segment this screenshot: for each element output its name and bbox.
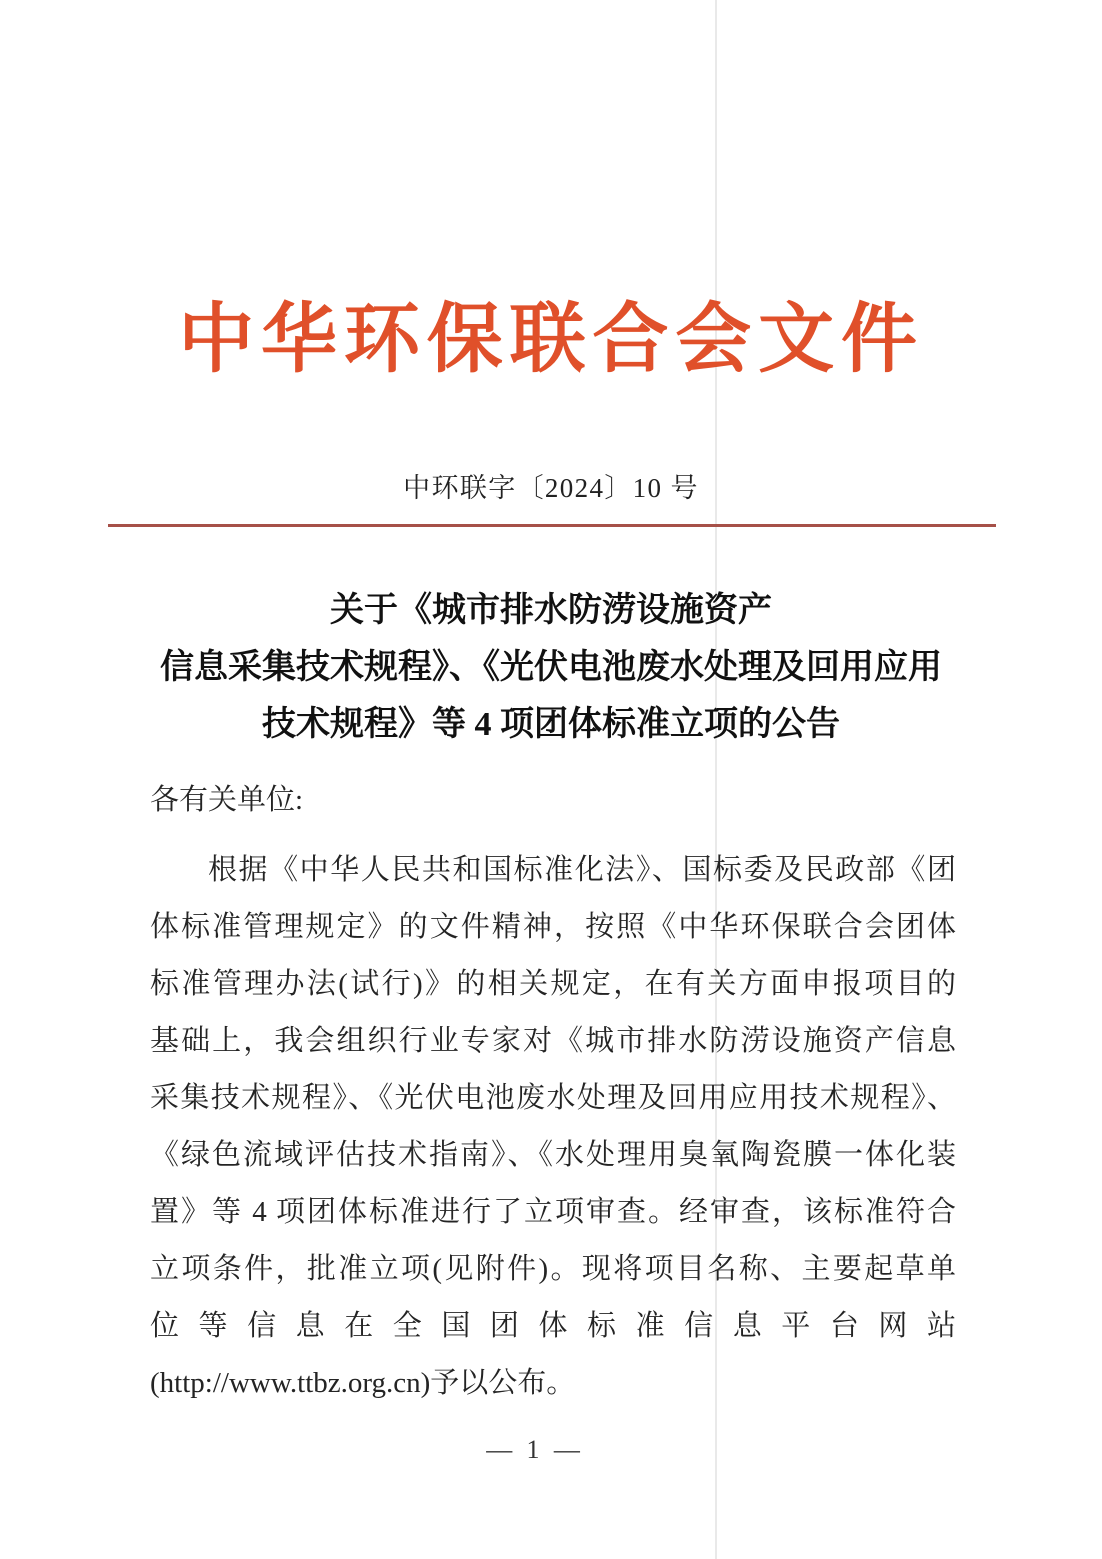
document-title-line-2: 信息采集技术规程》、《光伏电池废水处理及回用应用 (160, 649, 942, 686)
document-title (80, 582, 1022, 753)
document-title-line-3: 技术规程》等 4 项团体标准立项的公告 (262, 706, 840, 743)
body-line: 基础上，我会组织行业专家对《城市排水防涝设施资产信息 (150, 1025, 956, 1057)
body-line: 根据《中华人民共和国标准化法》、国标委及民政部《团 (208, 854, 956, 886)
red-divider-line (108, 524, 996, 527)
body-line: 位等信息在全国团体标准信息平台网站 (150, 1310, 956, 1342)
main-paragraph (150, 842, 956, 1412)
page-number: — 1 — (486, 1435, 584, 1464)
document-title-line-1: 关于《城市排水防涝设施资产 (330, 592, 772, 629)
body-line: 立项条件，批准立项(见附件)。现将项目名称、主要起草单 (150, 1253, 956, 1285)
body-line-url: (http://www.ttbz.org.cn)予以公布。 (150, 1367, 576, 1399)
document-number: 中环联字〔2024〕10 号 (403, 473, 699, 503)
org-letterhead-title: 中华环保联合会文件 (178, 298, 924, 382)
body-line: 体标准管理规定》的文件精神，按照《中华环保联合会团体 (150, 911, 956, 943)
body-line: 标准管理办法(试行)》的相关规定，在有关方面申报项目的 (150, 968, 956, 1000)
body-line: 《绿色流域评估技术指南》、《水处理用臭氧陶瓷膜一体化装 (150, 1139, 956, 1171)
document-body (150, 772, 956, 1412)
body-line: 置》等 4 项团体标准进行了立项审查。经审查，该标准符合 (150, 1196, 956, 1228)
salutation: 各有关单位: (150, 784, 304, 816)
body-line: 采集技术规程》、《光伏电池废水处理及回用应用技术规程》、 (150, 1082, 956, 1114)
